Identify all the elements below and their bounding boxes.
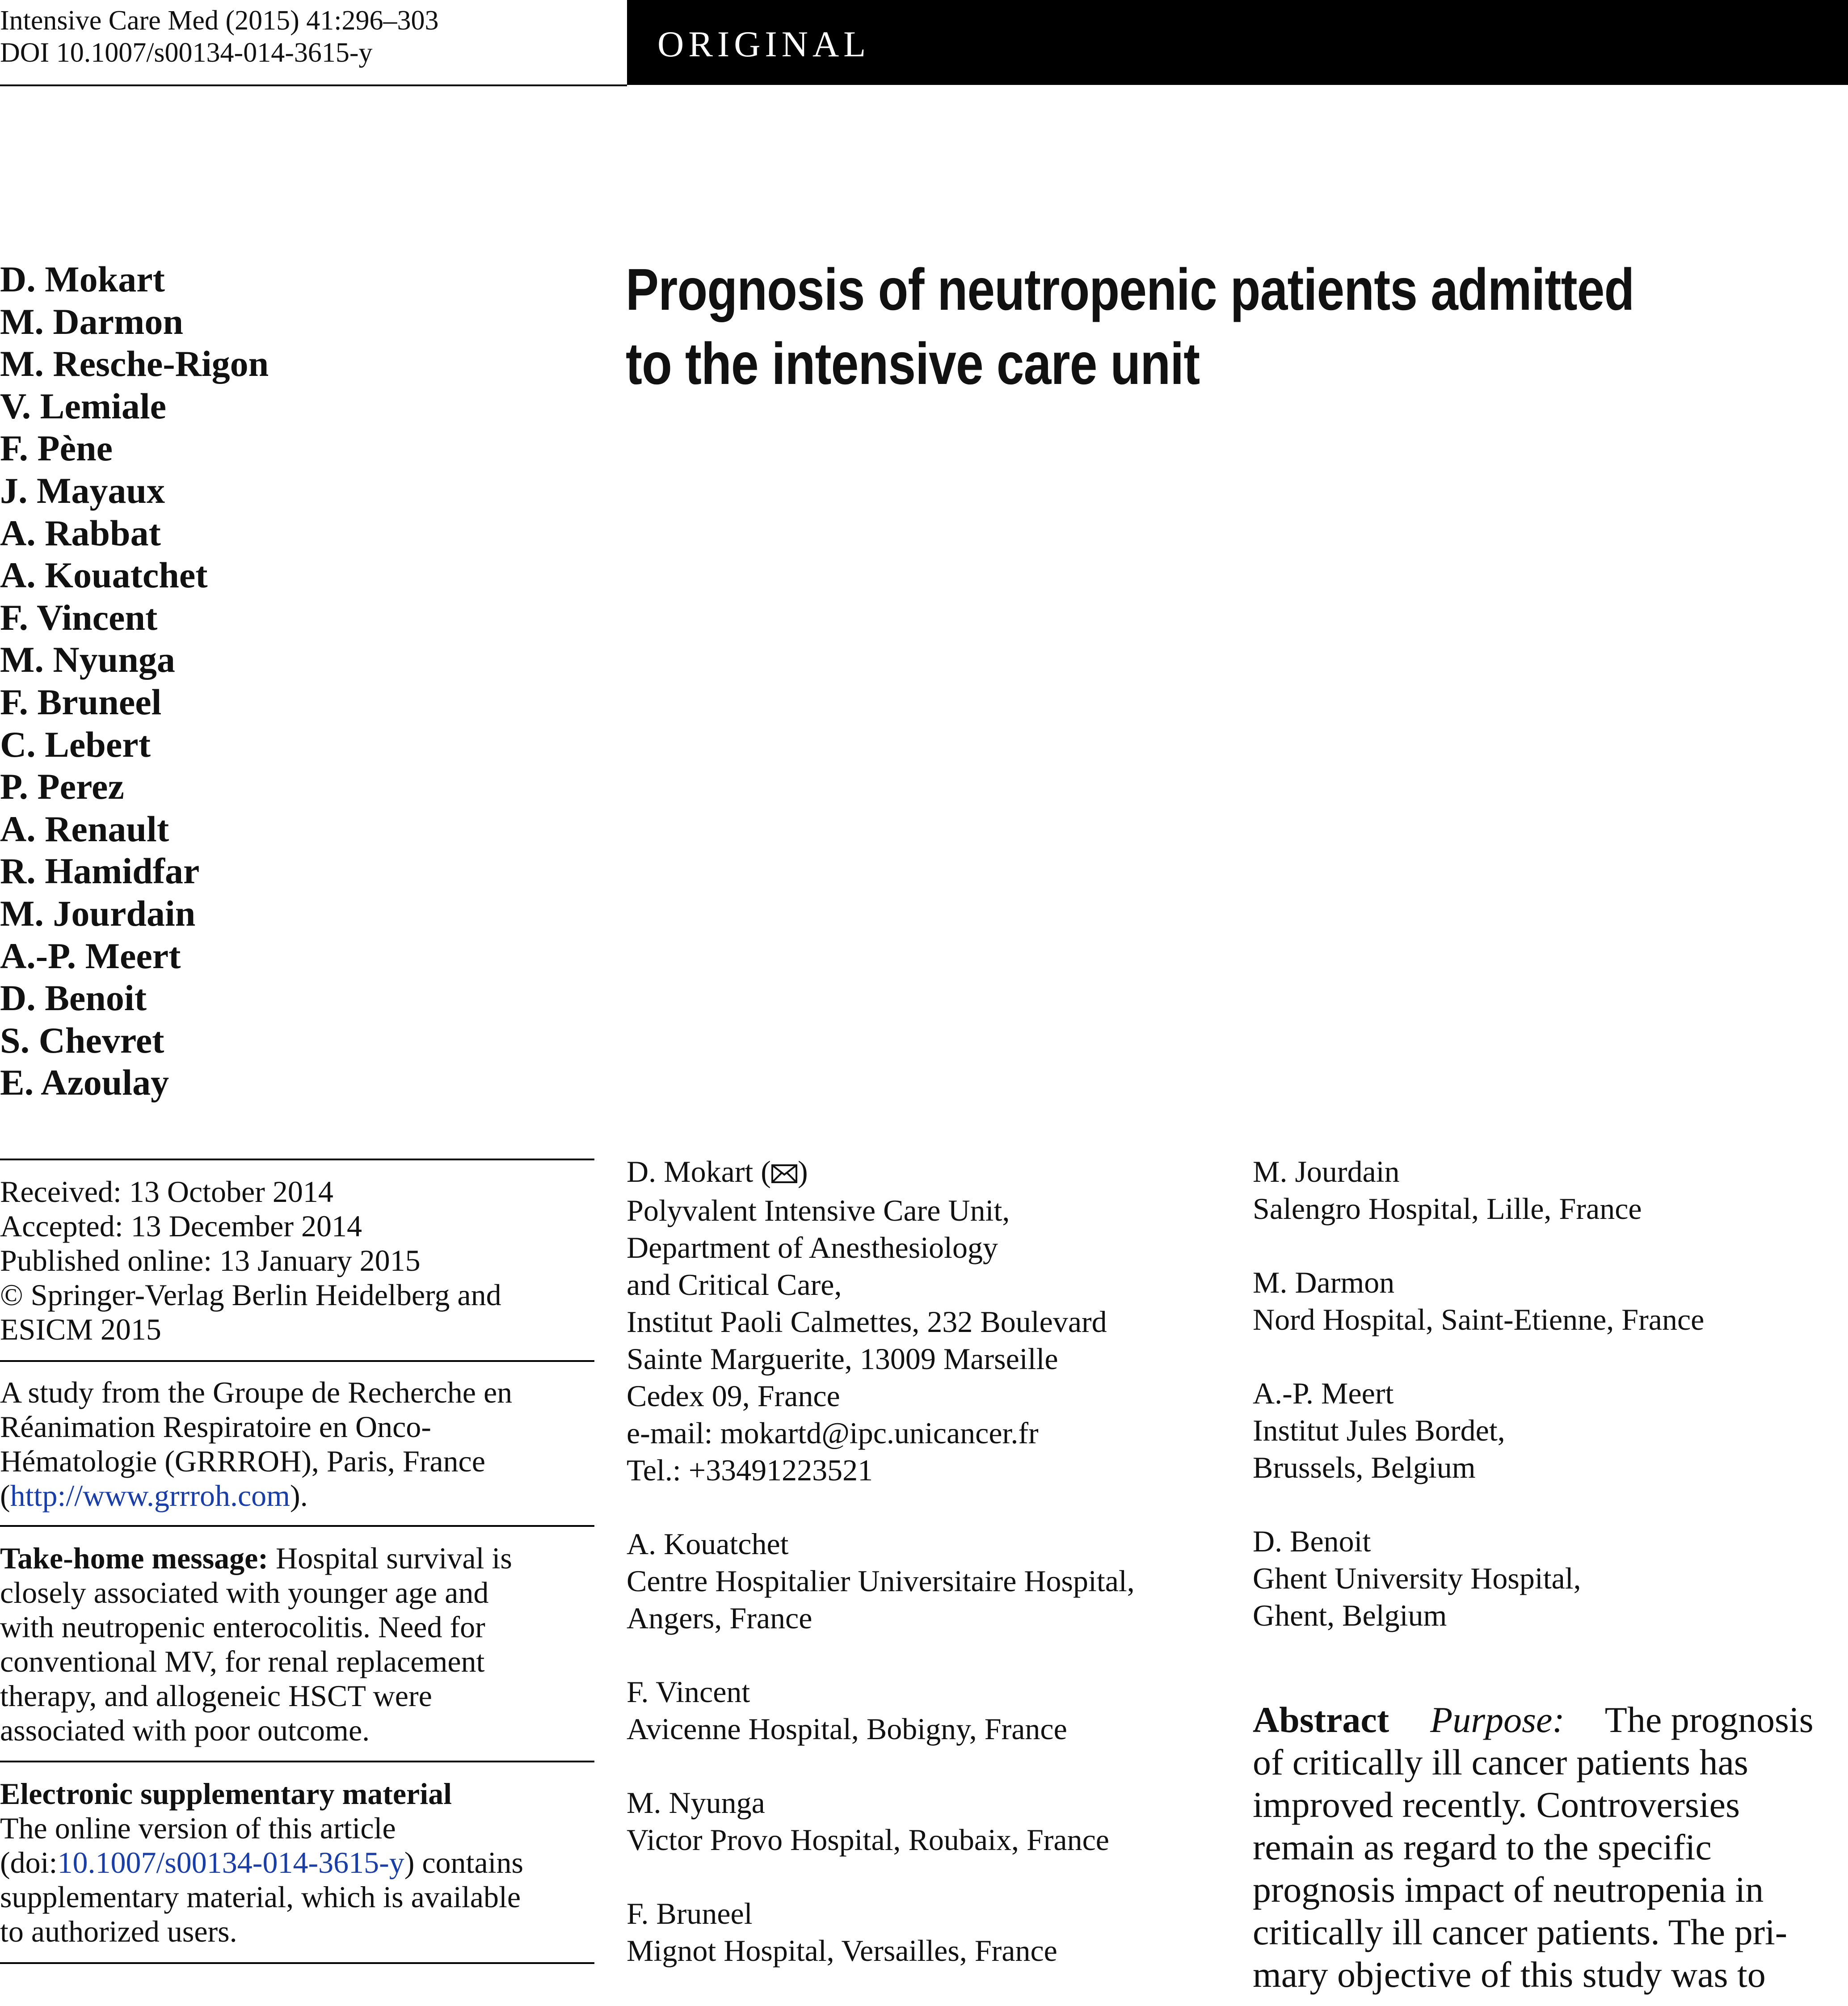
affiliation-line: Ghent University Hospital, <box>1253 1561 1581 1595</box>
affiliation-name: F. Vincent <box>627 1675 750 1709</box>
corresponding-author <box>627 1153 1234 1489</box>
affiliation-line: Nord Hospital, Saint-Etienne, France <box>1253 1302 1705 1336</box>
take-home-line: associated with poor outcome. <box>0 1713 370 1747</box>
take-home-label: Take-home message: <box>0 1541 268 1575</box>
journal-reference <box>0 4 438 69</box>
author: M. Darmon <box>0 301 183 342</box>
author: E. Azoulay <box>0 1062 169 1103</box>
affiliation-name: M. Nyunga <box>627 1786 765 1820</box>
author: F. Bruneel <box>0 681 162 722</box>
supplementary-material <box>0 1777 594 1949</box>
affiliation <box>1253 1264 1847 1338</box>
address-line: and Critical Care, <box>627 1268 842 1302</box>
author: J. Mayaux <box>0 470 165 511</box>
author: M. Resche-Rigon <box>0 343 269 384</box>
affiliation-line: Mignot Hospital, Versailles, France <box>627 1934 1057 1968</box>
study-note <box>0 1375 594 1513</box>
affiliation <box>627 1673 1234 1748</box>
author: R. Hamidfar <box>0 851 200 892</box>
take-home-text: Hospital survival is <box>268 1541 512 1575</box>
phone-line: Tel.: +33491223521 <box>627 1453 873 1487</box>
divider <box>0 1962 594 1964</box>
affiliation-name: M. Jourdain <box>1253 1155 1400 1188</box>
esm-line: to authorized users. <box>0 1914 237 1948</box>
affiliation-line: Ghent, Belgium <box>1253 1598 1447 1632</box>
paren: ( <box>0 1479 10 1513</box>
affiliations-middle <box>627 1153 1234 2006</box>
author: D. Benoit <box>0 978 147 1019</box>
author: V. Lemiale <box>0 385 167 426</box>
study-line: Réanimation Respiratoire en Onco- <box>0 1410 431 1444</box>
corresponding-name: D. Mokart ( <box>627 1155 771 1188</box>
take-home-line: with neutropenic enterocolitis. Need for <box>0 1610 485 1644</box>
received-date: Received: 13 October 2014 <box>0 1175 333 1209</box>
author: A. Kouatchet <box>0 555 208 596</box>
author: A. Rabbat <box>0 512 161 553</box>
take-home-line: conventional MV, for renal replacement <box>0 1644 485 1678</box>
abstract-line: improved recently. Controversies <box>1253 1784 1740 1825</box>
address-line: Sainte Marguerite, 13009 Marseille <box>627 1342 1058 1376</box>
abstract <box>1253 1698 1848 1996</box>
published-date: Published online: 13 January 2015 <box>0 1243 421 1277</box>
esm-line: supplementary material, which is available <box>0 1880 521 1914</box>
section-banner <box>627 0 1848 85</box>
divider <box>0 1159 594 1160</box>
author: M. Jourdain <box>0 893 196 934</box>
abstract-line: critically ill cancer patients. The pri- <box>1253 1912 1788 1952</box>
purpose-label: Purpose: <box>1430 1699 1565 1740</box>
divider <box>0 1761 594 1762</box>
title-line: to the intensive care unit <box>626 331 1200 396</box>
section-label: ORIGINAL <box>657 24 871 64</box>
author: P. Perez <box>0 766 124 807</box>
author: F. Pène <box>0 428 113 469</box>
affiliation-name: M. Darmon <box>1253 1265 1395 1299</box>
abstract-line: prognosis impact of neutropenia in <box>1253 1869 1764 1910</box>
article-doi: DOI 10.1007/s00134-014-3615-y <box>0 38 373 68</box>
esm-doi-link[interactable]: 10.1007/s00134-014-3615-y <box>57 1846 404 1880</box>
affiliation-name: A. Kouatchet <box>627 1527 789 1561</box>
affiliation-line: Salengro Hospital, Lille, France <box>1253 1192 1642 1226</box>
esm-line: The online version of this article <box>0 1811 396 1845</box>
affiliation-line: Angers, France <box>627 1601 812 1635</box>
address-line: Cedex 09, France <box>627 1379 840 1413</box>
affiliation-line: Centre Hospitalier Universitaire Hospital, <box>627 1564 1135 1598</box>
doi-suffix: ) contains <box>404 1846 523 1880</box>
address-line: Institut Paoli Calmettes, 232 Boulevard <box>627 1305 1107 1339</box>
copyright-line: ESICM 2015 <box>0 1312 161 1346</box>
author: M. Nyunga <box>0 639 175 680</box>
affiliation-name: F. Bruneel <box>627 1896 753 1930</box>
author: S. Chevret <box>0 1020 164 1061</box>
abstract-line: of critically ill cancer patients has <box>1253 1742 1748 1783</box>
affiliation-line: Institut Jules Bordet, <box>1253 1413 1505 1447</box>
author: A. Renault <box>0 808 169 849</box>
esm-label: Electronic supplementary material <box>0 1777 452 1811</box>
corresponding-paren: ) <box>797 1155 808 1188</box>
article-dates <box>0 1175 594 1347</box>
address-line: Polyvalent Intensive Care Unit, <box>627 1193 1010 1227</box>
affiliation-line: Victor Provo Hospital, Roubaix, France <box>627 1823 1109 1857</box>
author: A.-P. Meert <box>0 935 181 976</box>
study-line: A study from the Groupe de Recherche en <box>0 1375 513 1409</box>
author: C. Lebert <box>0 724 151 765</box>
affiliation-line: Brussels, Belgium <box>1253 1450 1476 1484</box>
grrroh-link[interactable]: http://www.grrroh.com <box>10 1479 290 1513</box>
abstract-text: The prognosis <box>1604 1699 1814 1740</box>
affiliation <box>1253 1523 1847 1634</box>
affiliation <box>627 1784 1234 1858</box>
affiliation <box>627 1526 1234 1637</box>
accepted-date: Accepted: 13 December 2014 <box>0 1209 362 1243</box>
header-rule <box>0 84 627 86</box>
address-line: Department of Anesthesiology <box>627 1231 998 1264</box>
article-title <box>626 253 1639 401</box>
author: D. Mokart <box>0 259 165 299</box>
take-home-line: therapy, and allogeneic HSCT were <box>0 1679 432 1713</box>
affiliation-name: D. Benoit <box>1253 1524 1371 1558</box>
affiliation <box>1253 1153 1847 1227</box>
divider <box>0 1360 594 1362</box>
study-line: Hématologie (GRRROH), Paris, France <box>0 1444 485 1478</box>
journal-citation: Intensive Care Med (2015) 41:296–303 <box>0 5 439 36</box>
email-line: e-mail: mokartd@ipc.unicancer.fr <box>627 1416 1039 1450</box>
title-line: Prognosis of neutropenic patients admitted <box>626 257 1634 322</box>
abstract-label: Abstract <box>1253 1699 1389 1740</box>
paren: ). <box>290 1479 308 1513</box>
abstract-line: mary objective of this study was to <box>1253 1954 1766 1995</box>
author-list <box>0 258 269 1104</box>
abstract-line: remain as regard to the specific <box>1253 1827 1712 1867</box>
doi-prefix: (doi: <box>0 1846 58 1880</box>
affiliation <box>1253 1375 1847 1486</box>
author: F. Vincent <box>0 597 158 638</box>
take-home-line: closely associated with younger age and <box>0 1576 489 1610</box>
copyright-line: © Springer-Verlag Berlin Heidelberg and <box>0 1278 501 1312</box>
affiliation-line: Avicenne Hospital, Bobigny, France <box>627 1712 1067 1746</box>
envelope-icon[interactable] <box>771 1155 798 1192</box>
affiliation <box>627 1895 1234 1969</box>
divider <box>0 1525 594 1527</box>
affiliation-name: A.-P. Meert <box>1253 1376 1394 1410</box>
take-home-message <box>0 1541 594 1748</box>
affiliations-right <box>1253 1153 1847 1671</box>
